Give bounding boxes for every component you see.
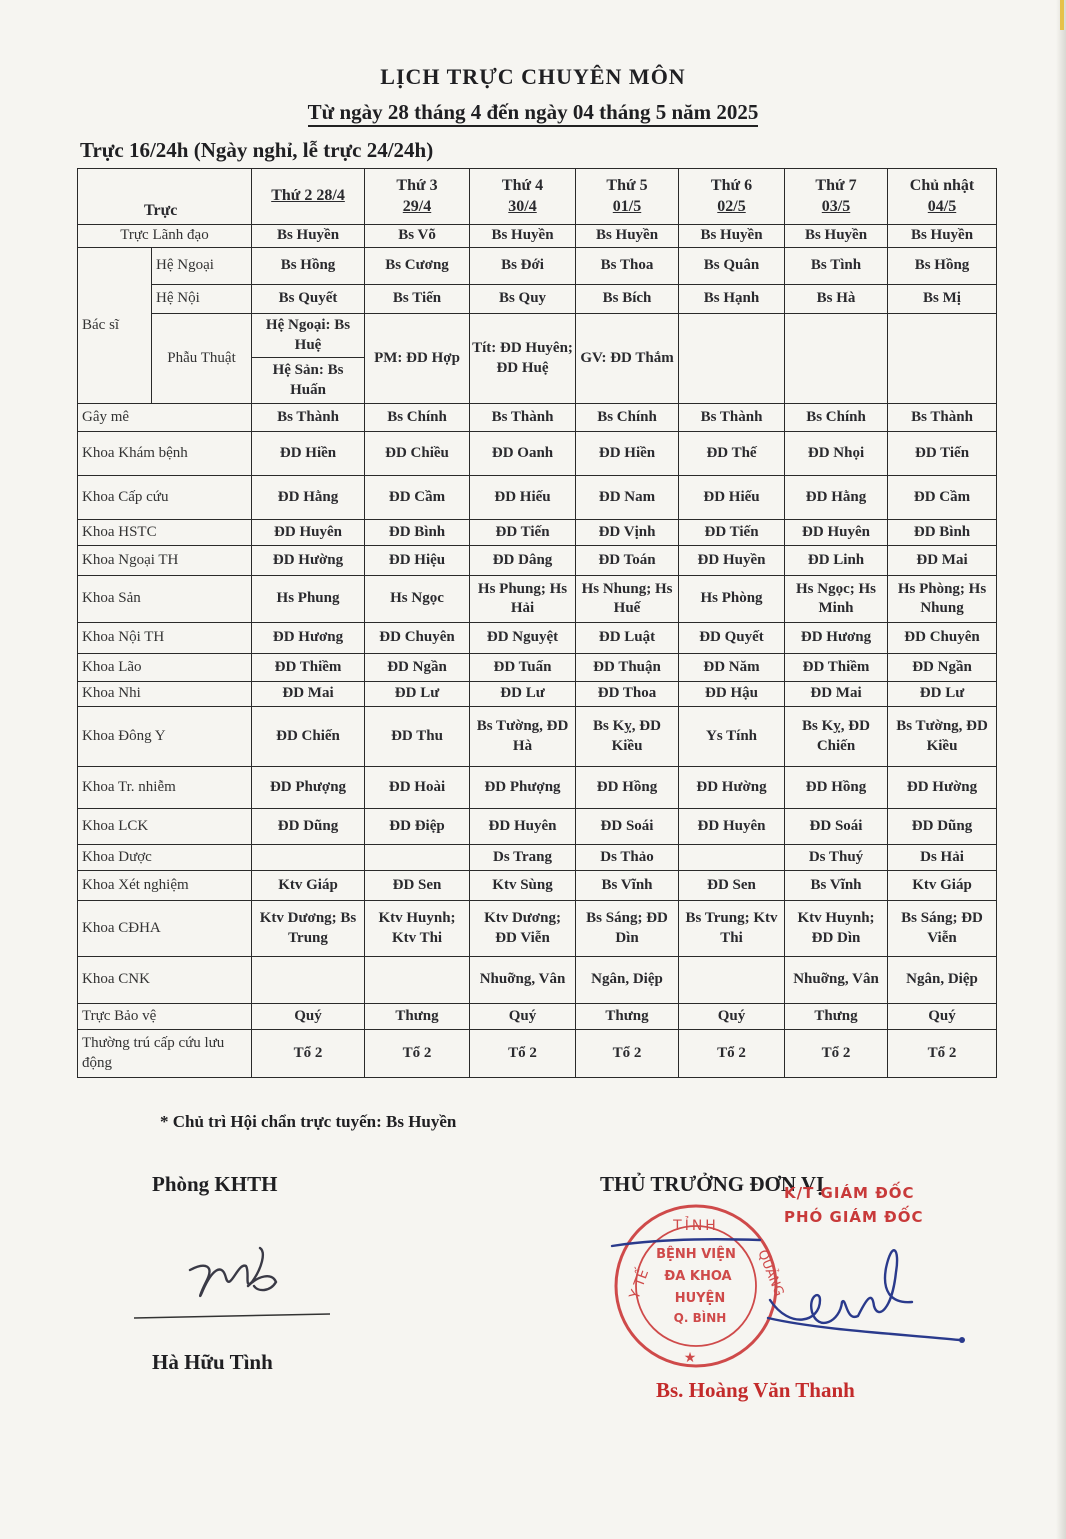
- cell: ĐD Hường: [888, 767, 997, 809]
- cell: Bs Chính: [365, 404, 470, 432]
- cell: ĐD Cầm: [888, 476, 997, 520]
- svg-text:BỆNH VIỆN: BỆNH VIỆN: [656, 1247, 736, 1262]
- cell: Bs Hồng: [252, 248, 365, 285]
- cell: Bs Thành: [252, 404, 365, 432]
- cell: ĐD Mai: [888, 546, 997, 576]
- cell: ĐD Bình: [888, 520, 997, 546]
- cell: Ktv Huynh; ĐD Dìn: [785, 901, 888, 957]
- cell: ĐD Cầm: [365, 476, 470, 520]
- svg-text:Q. BÌNH: Q. BÌNH: [673, 1311, 727, 1325]
- row-label: Khoa Nhi: [78, 682, 252, 707]
- cell: Ngân, Diệp: [888, 957, 997, 1004]
- cell: ĐD Lư: [470, 682, 576, 707]
- cell: Bs Bích: [576, 285, 679, 314]
- right-signer-name: Bs. Hoàng Văn Thanh: [656, 1378, 855, 1402]
- cell: ĐD Tiến: [470, 520, 576, 546]
- cell: Tổ 2: [785, 1030, 888, 1078]
- cell: ĐD Phượng: [470, 767, 576, 809]
- cell: ĐD Nhọi: [785, 432, 888, 476]
- cell: ĐD Chiều: [365, 432, 470, 476]
- cell: Hs Nhung; Hs Huế: [576, 576, 679, 623]
- cell: ĐD Sen: [365, 871, 470, 901]
- cell: Bs Đới: [470, 248, 576, 285]
- cell: GV: ĐD Thắm: [576, 314, 679, 404]
- row-label: Khoa CNK: [78, 957, 252, 1004]
- cell: Ds Thảo: [576, 845, 679, 871]
- cell: Tổ 2: [365, 1030, 470, 1078]
- cell: ĐD Hoài: [365, 767, 470, 809]
- row-label: Khoa Sản: [78, 576, 252, 623]
- header-day-line2: Thứ 2 28/4: [271, 187, 345, 205]
- header-day-line1: Chủ nhật: [909, 176, 975, 194]
- cell: Bs Sáng; ĐD Dìn: [576, 901, 679, 957]
- cell: ĐD Nam: [576, 476, 679, 520]
- row-label: Khoa CĐHA: [78, 901, 252, 957]
- cell: ĐD Năm: [679, 654, 785, 682]
- cell: ĐD Mai: [785, 682, 888, 707]
- header-day-line1: Thứ 5: [606, 176, 648, 194]
- cell: Quý: [679, 1004, 785, 1030]
- cell: Bs Huyền: [679, 225, 785, 248]
- cell: ĐD Luật: [576, 623, 679, 654]
- cell: ĐD Thu: [365, 707, 470, 767]
- cell: Bs Hạnh: [679, 285, 785, 314]
- cell: Hs Ngọc; Hs Minh: [785, 576, 888, 623]
- cell: ĐD Huyên: [785, 520, 888, 546]
- cell: ĐD Thuận: [576, 654, 679, 682]
- cell: Bs Thành: [888, 404, 997, 432]
- cell: PM: ĐD Hợp: [365, 314, 470, 404]
- cell: Ktv Sùng: [470, 871, 576, 901]
- cell: Ys Tính: [679, 707, 785, 767]
- cell: Hs Phòng: [679, 576, 785, 623]
- cell: Tổ 2: [252, 1030, 365, 1078]
- document-title: LỊCH TRỰC CHUYÊN MÔN: [380, 64, 686, 89]
- svg-text:Y TẾ: Y TẾ: [626, 1267, 653, 1302]
- cell: Bs Quy: [470, 285, 576, 314]
- svg-text:★: ★: [683, 1350, 697, 1366]
- document-period-text: Từ ngày 28 tháng 4 đến ngày 04 tháng 5 năm 2025: [308, 100, 759, 127]
- cell: Bs Quân: [679, 248, 785, 285]
- signature-end-dot: [959, 1337, 965, 1343]
- header-corner: Trực: [78, 169, 252, 225]
- header-day-line2: 30/4: [508, 197, 537, 215]
- cell: Ktv Dương; ĐD Viễn: [470, 901, 576, 957]
- cell: ĐD Soái: [576, 809, 679, 845]
- cell: Thưng: [576, 1004, 679, 1030]
- left-signer-name: Hà Hữu Tình: [152, 1350, 273, 1374]
- cell: ĐD Bình: [365, 520, 470, 546]
- cell: Bs Mị: [888, 285, 997, 314]
- cell: ĐD Vịnh: [576, 520, 679, 546]
- cell: ĐD Tiến: [679, 520, 785, 546]
- cell: ĐD Sen: [679, 871, 785, 901]
- cell: ĐD Toán: [576, 546, 679, 576]
- cell: Bs Cương: [365, 248, 470, 285]
- cell: Bs Tường, ĐD Kiều: [888, 707, 997, 767]
- cell: Quý: [470, 1004, 576, 1030]
- cell: Bs Trung; Ktv Thi: [679, 901, 785, 957]
- group-label-doctor: Bác sĩ: [78, 248, 152, 404]
- cell: ĐD Quyết: [679, 623, 785, 654]
- cell: ĐD Huyên: [252, 520, 365, 546]
- stamp-line-1: K/T GIÁM ĐỐC: [784, 1184, 915, 1202]
- cell: ĐD Hằng: [252, 476, 365, 520]
- cell: ĐD Lư: [888, 682, 997, 707]
- cell: ĐD Thế: [679, 432, 785, 476]
- cell: Ds Thuý: [785, 845, 888, 871]
- header-day-line1: Thứ 4: [501, 176, 544, 194]
- cell: Bs Kỵ, ĐD Chiến: [785, 707, 888, 767]
- cell: ĐD Huyền: [679, 546, 785, 576]
- cell: Tít: ĐD Huyên; ĐD Huệ: [470, 314, 576, 404]
- right-signer-title: THỦ TRƯỞNG ĐƠN VỊ: [600, 1172, 825, 1196]
- cell: Bs Tường, ĐD Hà: [470, 707, 576, 767]
- cell: Tổ 2: [470, 1030, 576, 1078]
- cell: ĐD Phượng: [252, 767, 365, 809]
- cell: Bs Quyết: [252, 285, 365, 314]
- cell: Nhuỡng, Vân: [785, 957, 888, 1004]
- cell: ĐD Hường: [679, 767, 785, 809]
- cell: Tổ 2: [576, 1030, 679, 1078]
- cell: Bs Huyền: [252, 225, 365, 248]
- svg-text:QUẢNG: QUẢNG: [754, 1247, 787, 1299]
- cell-surgery-mon-b: Hệ Sản: Bs Huấn: [252, 358, 365, 404]
- cell: ĐD Ngần: [365, 654, 470, 682]
- stamp-line-2: PHÓ GIÁM ĐỐC: [784, 1208, 924, 1226]
- cell: Bs Thành: [470, 404, 576, 432]
- cell: Bs Hà: [785, 285, 888, 314]
- cell: ĐD Hằng: [785, 476, 888, 520]
- left-signature-icon: [190, 1248, 276, 1296]
- online-consult-note: * Chủ trì Hội chẩn trực tuyến: Bs Huyền: [160, 1112, 457, 1131]
- cell: Bs Tiến: [365, 285, 470, 314]
- cell: Ktv Giáp: [252, 871, 365, 901]
- cell: Quý: [888, 1004, 997, 1030]
- cell: Ds Hải: [888, 845, 997, 871]
- cell: ĐD Chiến: [252, 707, 365, 767]
- cell: ĐD Điệp: [365, 809, 470, 845]
- header-day-line2: 03/5: [821, 197, 851, 215]
- cell: ĐD Hương: [785, 623, 888, 654]
- cell: Bs Kỵ, ĐD Kiều: [576, 707, 679, 767]
- row-label: Thường trú cấp cứu lưu động: [78, 1030, 252, 1078]
- cell: Ktv Giáp: [888, 871, 997, 901]
- cell: ĐD Soái: [785, 809, 888, 845]
- svg-text:ĐA KHOA: ĐA KHOA: [664, 1269, 732, 1284]
- cell: Tổ 2: [888, 1030, 997, 1078]
- header-day-line2: 02/5: [717, 197, 746, 215]
- row-label: Gây mê: [78, 404, 252, 432]
- cell: ĐD Hiền: [252, 432, 365, 476]
- header-day-line1: Thứ 6: [710, 176, 753, 194]
- row-label: Khoa Lão: [78, 654, 252, 682]
- cell: Bs Huyền: [785, 225, 888, 248]
- cell: ĐD Chuyên: [888, 623, 997, 654]
- cell: Bs Chính: [785, 404, 888, 432]
- cell: ĐD Dũng: [252, 809, 365, 845]
- row-label: Khoa Ngoại TH: [78, 546, 252, 576]
- row-label: Khoa Nội TH: [78, 623, 252, 654]
- document-subtitle: Trực 16/24h (Ngày nghỉ, lễ trực 24/24h): [80, 138, 434, 162]
- header-day-line2: 04/5: [927, 197, 957, 215]
- row-label: Khoa HSTC: [78, 520, 252, 546]
- row-label: Khoa LCK: [78, 809, 252, 845]
- cell: ĐD Hồng: [785, 767, 888, 809]
- cell: Bs Vĩnh: [576, 871, 679, 901]
- cell: Bs Hồng: [888, 248, 997, 285]
- row-label: Khoa Dược: [78, 845, 252, 871]
- left-signer-title: Phòng KHTH: [152, 1172, 278, 1196]
- official-seal-icon: [616, 1206, 788, 1366]
- cell: Bs Huyền: [888, 225, 997, 248]
- row-label: Khoa Đông Y: [78, 707, 252, 767]
- cell: Hs Ngọc: [365, 576, 470, 623]
- cell: ĐD Tiến: [888, 432, 997, 476]
- cell: ĐD Thoa: [576, 682, 679, 707]
- cell: ĐD Nguyệt: [470, 623, 576, 654]
- header-day-line2: 01/5: [612, 197, 642, 215]
- cell: ĐD Oanh: [470, 432, 576, 476]
- cell: Ktv Huynh; Ktv Thi: [365, 901, 470, 957]
- cell: Quý: [252, 1004, 365, 1030]
- cell: ĐD Hiền: [576, 432, 679, 476]
- cell: Tổ 2: [679, 1030, 785, 1078]
- cell: Ds Trang: [470, 845, 576, 871]
- cell: ĐD Dũng: [888, 809, 997, 845]
- header-day-line1: Thứ 3: [396, 176, 438, 194]
- header-day-line1: Thứ 7: [815, 176, 857, 194]
- cell: ĐD Tuấn: [470, 654, 576, 682]
- svg-text:HUYỆN: HUYỆN: [674, 1291, 726, 1306]
- cell: ĐD Mai: [252, 682, 365, 707]
- cell: ĐD Hương: [252, 623, 365, 654]
- cell-surgery-mon-a: Hệ Ngoại: Bs Huệ: [252, 314, 365, 358]
- header-day-line2: 29/4: [402, 197, 432, 215]
- cell: ĐD Hậu: [679, 682, 785, 707]
- svg-text:TỈNH: TỈNH: [673, 1218, 719, 1234]
- left-signature-line: [134, 1314, 330, 1318]
- row-label: Trực Bảo vệ: [78, 1004, 252, 1030]
- row-label: Hệ Ngoại: [152, 248, 252, 285]
- cell: ĐD Hường: [252, 546, 365, 576]
- cell: ĐD Hiếu: [470, 476, 576, 520]
- cell: Bs Huyền: [576, 225, 679, 248]
- cell: ĐD Hiệu: [365, 546, 470, 576]
- cell: Bs Vĩnh: [785, 871, 888, 901]
- cell: Ktv Dương; Bs Trung: [252, 901, 365, 957]
- row-label: Khoa Xét nghiệm: [78, 871, 252, 901]
- cell: Hs Phung: [252, 576, 365, 623]
- cell: ĐD Thiềm: [785, 654, 888, 682]
- row-label: Hệ Nội: [152, 285, 252, 314]
- cell: Bs Chính: [576, 404, 679, 432]
- cell: ĐD Dâng: [470, 546, 576, 576]
- cell: ĐD Hồng: [576, 767, 679, 809]
- cell: ĐD Lư: [365, 682, 470, 707]
- cell: ĐD Huyên: [679, 809, 785, 845]
- cell: Hs Phung; Hs Hải: [470, 576, 576, 623]
- cell: Bs Võ: [365, 225, 470, 248]
- row-label: Khoa Khám bệnh: [78, 432, 252, 476]
- cell: ĐD Hiếu: [679, 476, 785, 520]
- cell: ĐD Ngần: [888, 654, 997, 682]
- cell: Bs Thoa: [576, 248, 679, 285]
- row-label: Trực Lãnh đạo: [78, 225, 252, 248]
- cell: ĐD Huyên: [470, 809, 576, 845]
- row-label: Khoa Tr. nhiễm: [78, 767, 252, 809]
- cell: ĐD Thiềm: [252, 654, 365, 682]
- row-label: Khoa Cấp cứu: [78, 476, 252, 520]
- row-label-surgery: Phẫu Thuật: [152, 314, 252, 404]
- cell: Ngân, Diệp: [576, 957, 679, 1004]
- cell: Bs Tình: [785, 248, 888, 285]
- cell: Bs Huyền: [470, 225, 576, 248]
- cell: Thưng: [785, 1004, 888, 1030]
- cell: ĐD Linh: [785, 546, 888, 576]
- cell: Bs Thành: [679, 404, 785, 432]
- cell: Thưng: [365, 1004, 470, 1030]
- cell: Bs Sáng; ĐD Viễn: [888, 901, 997, 957]
- cell: Hs Phòng; Hs Nhung: [888, 576, 997, 623]
- cell: ĐD Chuyên: [365, 623, 470, 654]
- cell: Nhuỡng, Vân: [470, 957, 576, 1004]
